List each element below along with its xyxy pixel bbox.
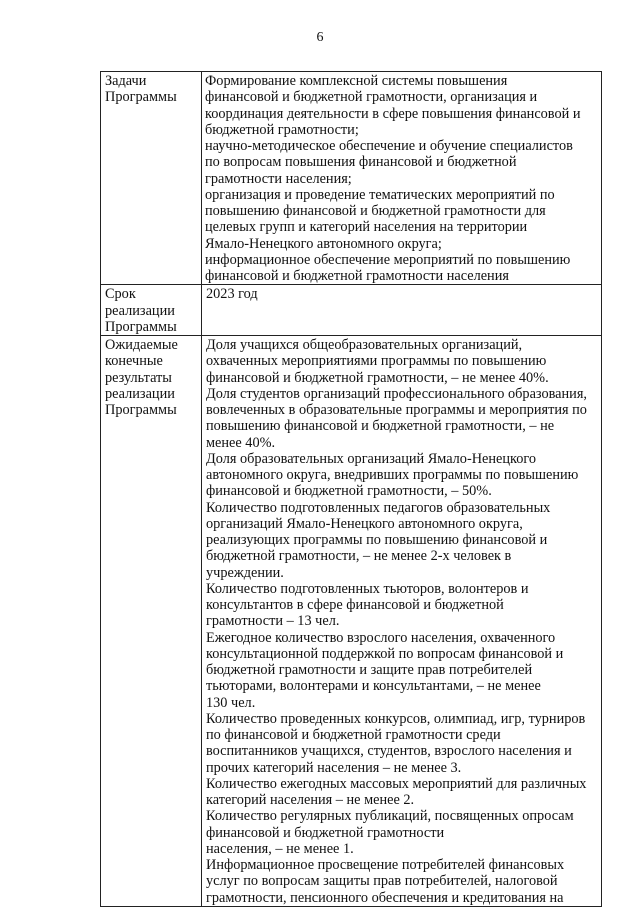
text-line: организация и проведение тематических мероприятий по bbox=[205, 186, 555, 203]
row-label-results bbox=[101, 336, 202, 907]
text-line: финансовой и бюджетной грамотности, – не менее 40%. bbox=[206, 369, 549, 386]
text-line: охваченных мероприятиями программы по повышению bbox=[206, 353, 547, 370]
text-line: информационное обеспечение мероприятий по повышению bbox=[205, 251, 571, 268]
text-line: Доля образовательных организаций Ямало-Ненецкого bbox=[206, 450, 537, 467]
text-line: реализующих программы по повышению финансовой и bbox=[206, 532, 548, 548]
text-line: Количество ежегодных массовых мероприятий для различных bbox=[206, 775, 587, 792]
label-line: реализации bbox=[105, 302, 175, 319]
text-line: грамотности – 13 чел. bbox=[206, 613, 340, 630]
program-passport-table bbox=[100, 71, 602, 907]
text-line: населения, – не менее 1. bbox=[206, 840, 354, 857]
text-line: вовлеченных в образовательные программы и мероприятия по bbox=[206, 402, 587, 418]
text-line: финансовой и бюджетной грамотности, – 50%. bbox=[206, 483, 492, 500]
row-content-tasks bbox=[202, 72, 602, 285]
row-content-period bbox=[202, 285, 602, 336]
label-line: Программы bbox=[105, 402, 177, 418]
text-line: Информационное просвещение потребителей финансовых bbox=[206, 857, 565, 873]
text-line: по вопросам повышения финансовой и бюджетной bbox=[205, 154, 517, 171]
text-line: грамотности, пенсионного обеспечения и кредитования на bbox=[206, 889, 564, 906]
text-line: автономного округа, внедривших программы по повышению bbox=[206, 467, 579, 483]
table-row-tasks bbox=[101, 72, 602, 285]
text-line: Доля студентов организаций профессионального образования, bbox=[206, 385, 587, 402]
label-line: реализации bbox=[105, 385, 175, 402]
text-line: организаций Ямало-Ненецкого автономного округа, bbox=[206, 515, 523, 532]
text-line: категорий населения – не менее 2. bbox=[206, 792, 415, 808]
text-line: повышению финансовой и бюджетной грамотности для bbox=[205, 203, 546, 219]
text-line: воспитанников учащихся, студентов, взрослого населения и bbox=[206, 743, 572, 760]
text-line: бюджетной грамотности; bbox=[205, 121, 359, 138]
row-content-results bbox=[202, 336, 602, 907]
text-line: менее 40%. bbox=[206, 434, 276, 451]
text-line: 2023 год bbox=[206, 286, 258, 303]
text-line: повышению финансовой и бюджетной грамотности, – не bbox=[206, 418, 555, 435]
text-line: Формирование комплексной системы повышения bbox=[205, 73, 508, 89]
row-label-period bbox=[101, 285, 202, 336]
text-line: Количество подготовленных тьюторов, волонтеров и bbox=[206, 580, 529, 597]
text-line: услуг по вопросам защиты прав потребителей, налоговой bbox=[206, 873, 558, 890]
text-line: Количество проведенных конкурсов, олимпиад, игр, турниров bbox=[206, 710, 586, 727]
text-line: Количество подготовленных педагогов образовательных bbox=[206, 499, 551, 516]
page-number: 6 bbox=[316, 30, 324, 45]
text-line: целевых групп и категорий населения на территории bbox=[205, 219, 528, 236]
table-row-results bbox=[101, 336, 602, 907]
text-line: финансовой и бюджетной грамотности, организация и bbox=[205, 89, 538, 106]
label-line: Программы bbox=[105, 89, 177, 106]
text-line: 130 чел. bbox=[206, 694, 256, 711]
text-line: Количество регулярных публикаций, посвященных опросам bbox=[206, 808, 574, 825]
label-line: Программы bbox=[105, 318, 177, 335]
label-line: результаты bbox=[105, 369, 172, 386]
text-line: прочих категорий населения – не менее 3. bbox=[206, 759, 462, 776]
text-line: финансовой и бюджетной грамотности bbox=[206, 824, 445, 841]
text-line: учреждении. bbox=[206, 564, 284, 581]
label-line: Ожидаемые bbox=[105, 337, 178, 353]
text-line: консультационной поддержкой по вопросам финансовой и bbox=[206, 645, 564, 662]
text-line: финансовой и бюджетной грамотности населения bbox=[205, 268, 509, 284]
label-line: конечные bbox=[105, 353, 163, 370]
text-line: грамотности населения; bbox=[205, 170, 352, 187]
text-line: бюджетной грамотности и защите прав потребителей bbox=[206, 662, 533, 678]
text-line: по финансовой и бюджетной грамотности среди bbox=[206, 727, 501, 743]
table-row-period bbox=[101, 285, 602, 336]
text-line: Ежегодное количество взрослого населения, охваченного bbox=[206, 629, 556, 646]
text-line: Доля учащихся общеобразовательных организаций, bbox=[206, 337, 523, 353]
row-label-tasks bbox=[101, 72, 202, 285]
text-line: тьюторами, волонтерами и консультантами, – не менее bbox=[206, 678, 541, 695]
label-line: Срок bbox=[105, 286, 136, 303]
text-line: консультантов в сфере финансовой и бюджетной bbox=[206, 597, 504, 613]
text-line: бюджетной грамотности, – не менее 2-х человек в bbox=[206, 548, 512, 565]
text-line: научно-методическое обеспечение и обучение специалистов bbox=[205, 138, 573, 154]
text-line: Ямало-Ненецкого автономного округа; bbox=[205, 235, 442, 252]
label-line: Задачи bbox=[105, 73, 147, 89]
text-line: координация деятельности в сфере повышения финансовой и bbox=[205, 105, 581, 122]
